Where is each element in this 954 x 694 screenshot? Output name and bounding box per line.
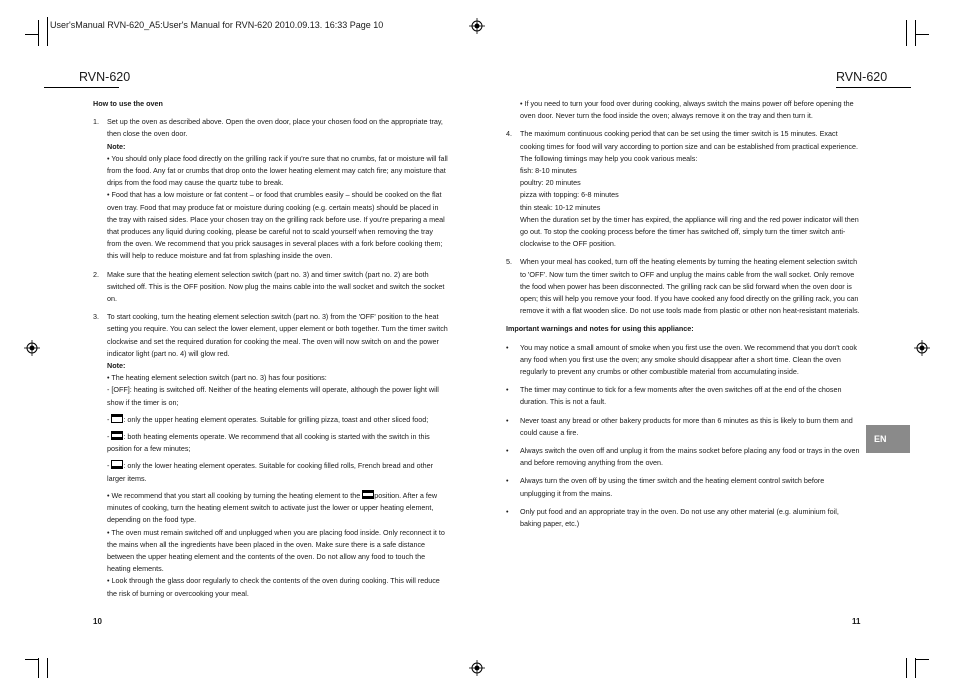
timing-fish: fish: 8-10 minutes bbox=[520, 166, 577, 176]
right-page-number: 11 bbox=[852, 617, 861, 626]
left-header-rule bbox=[44, 87, 119, 88]
step-5-text: When your meal has cooked, turn off the heating elements by turning the heating element selection switch to 'OFF'. Now turn the timer switch to OFF and unplug the mains cable from the wall socket. Only remove the food when power has been disconnected. The grilling rack can be slid forward when the oven door is open; this will help you remove your food. If you have cooked any food directly on the grilling rack, you can remove it with a flat wooden slice. Do not use tools made from plastic or other non heat-resistant materials. bbox=[520, 257, 860, 316]
step-3-bullet-1: • The heating element selection switch (part no. 3) has four positions: bbox=[107, 373, 327, 383]
left-model-header: RVN-620 bbox=[79, 70, 131, 84]
crop-mark bbox=[47, 658, 48, 678]
registration-mark-icon bbox=[24, 340, 40, 356]
warnings-heading: Important warnings and notes for using this appliance: bbox=[506, 324, 694, 334]
step-3: 3. To start cooking, turn the heating element selection switch (part no. 3) from the 'OFF' position to the heat setting you require. You can select the lower element, upper element or both together. Turn the timer switch clockwise and set the required duration for cooking the meal. The oven will now switch on and the power indicator light (part no. 4) will glow red. Note: • The heating element selection switch (part no. 3) has four positions: - [OFF]: heating is switched off. Neither of the heating elements will operate, although the power light will show if the timer is on; - : only the upper heating element operates. Suitable for grilling pizza, toast and other sliced food; - : both heating elements operate. We recommend that all cooking is started with the switch in this position for a few minutes; - : only the lower heating element operates. Suitable for cooking filled rolls, French bread and other larger items. • We recommend that you start all cooking by turning the heating element to the position. After a few minutes of cooking, turn the heating element switch to activate just the lower or upper heating element, depending on the food type. • The oven must remain switched off and unplugged when you are placing food inside. Only reconnect it to the mains when all the ingredients have been placed in the oven. Make sure there is a safe distance between the upper heating element and the contents of the oven. Do not allow any food to touch the heating elements. • Look through the glass door regularly to check the contents of the oven during cooking. This will reduce the risk of burning or overcooking your meal. bbox=[93, 311, 448, 599]
registration-mark-icon bbox=[469, 18, 485, 34]
registration-mark-icon bbox=[469, 660, 485, 676]
step-3-bullet-3: • The oven must remain switched off and unplugged when you are placing food inside. Only reconnect it to the mains when all the ingredients have been placed in the oven. Make sure there is a safe distance between the upper heating element and the contents of the oven. Do not allow any food to touch the heating elements. bbox=[107, 527, 445, 574]
crop-mark bbox=[906, 20, 907, 46]
crop-mark bbox=[25, 659, 39, 660]
registration-mark-icon bbox=[914, 340, 930, 356]
right-column bbox=[506, 98, 861, 530]
right-header-rule bbox=[836, 87, 911, 88]
left-column bbox=[93, 98, 448, 600]
step-1-bullet-1: • You should only place food directly on the grilling rack if you're sure that no crumbs, fat or moisture will fall from the food. Any fat or crumbs that drop onto the lower heating element may catch fire; any moisture that drips from the food may cause the quartz tube to break. bbox=[107, 153, 448, 188]
step-4-end: When the duration set by the timer has expired, the appliance will ring and the red power indicator will then go out. To stop the cooking process before the timer has switched off, simply turn the timer switch anti-clockwise to the OFF position. bbox=[520, 214, 859, 249]
crop-mark bbox=[25, 34, 39, 35]
timing-poultry: poultry: 20 minutes bbox=[520, 178, 581, 188]
crop-mark bbox=[38, 20, 39, 46]
step-3-upper-position: - : only the upper heating element operates. Suitable for grilling pizza, toast and other sliced food; bbox=[107, 414, 429, 424]
warning-item: • You may notice a small amount of smoke when you first use the oven. We recommend that you don't cook any food when you first use the oven; any smoke should disappear after a short time. Clean the oven regularly to prevent any crumbs or other combustible material from accumulating inside. bbox=[506, 342, 857, 377]
step-3-off-position: - [OFF]: heating is switched off. Neither of the heating elements will operate, although the power light will show if the timer is on; bbox=[107, 385, 439, 407]
continued-bullet: • If you need to turn your food over during cooking, always switch the mains power off before opening the oven door. Never turn the food inside the oven; always remove it on the tray and then turn it. bbox=[520, 99, 854, 121]
step-3-text: To start cooking, turn the heating element selection switch (part no. 3) from the 'OFF' position to the heat setting you require. You can select the lower element, upper element or both together. Turn the timer switch clockwise and set the required duration for cooking the meal. The oven will now switch on and the power indicator light (part no. 4) will glow red. bbox=[107, 312, 448, 358]
warning-item: • Only put food and an appropriate tray in the oven. Do not use any other material (e.g. aluminium foil, baking paper, etc.) bbox=[506, 506, 839, 529]
right-model-header: RVN-620 bbox=[836, 70, 888, 84]
slug-line: User'sManual RVN-620_A5:User's Manual for RVN-620 2010.09.13. 16:33 Page 10 bbox=[50, 20, 384, 30]
step-1-bullet-2: • Food that has a low moisture or fat content – or food that crumbles easily – should be cooked on the flat oven tray. Food that may produce fat or moisture during cooking (e.g. certain meats) should be placed in the tray with raised sides. Place your chosen tray on the grilling rack before use. If you're preparing a meal that produces any liquid during cooking, please be careful not to scald yourself when removing the tray from the oven. We recommend that you prick sausages in several places with a fork before cooking them; this will help to reduce moisture and fat from splashing inside the oven. bbox=[107, 190, 445, 261]
step-4: 4. The maximum continuous cooking period that can be set using the timer switch is 15 minutes. Exact cooking times for food will vary according to portion size and can be established from practical experience. The following timings may help you cook various meals: fish: 8-10 minutes poultry: 20 minutes pizza with topping: 6-8 minutes thin steak: 10-12 minutes When the duration set by the timer has expired, the appliance will ring and the red power indicator will then go out. To stop the cooking process before the timer has switched off, simply turn the timer switch anti-clockwise to the OFF position. bbox=[506, 128, 861, 250]
step-3-bullet-4: • Look through the glass door regularly to check the contents of the oven during cooking. This will reduce the risk of burning or overcooking your meal. bbox=[107, 576, 440, 598]
left-page-number: 10 bbox=[93, 617, 102, 626]
step-1-note: Note: bbox=[107, 141, 126, 151]
both-elements-icon bbox=[111, 431, 123, 440]
step-2: 2. Make sure that the heating element selection switch (part no. 3) and timer switch (part no. 2) are both switched off. This is the OFF position. Now plug the mains cable into the wall socket and switch the socket on. bbox=[93, 269, 448, 306]
step-3-bullet-2: • We recommend that you start all cooking by turning the heating element to the position. After a few minutes of cooking, turn the heating element switch to activate just the lower or upper heating element, depending on the food type. bbox=[107, 490, 438, 525]
step-1: 1. Set up the oven as described above. Open the oven door, place your chosen food on the appropriate tray, then close the oven door. Note: • You should only place food directly on the grilling rack if you're sure that no crumbs, fat or moisture will fall from the food. Any fat or crumbs that drop onto the lower heating element may catch fire; any moisture that drips from the food may cause the quartz tube to break. • Food that has a low moisture or fat content – or food that crumbles easily – should be cooked on the flat oven tray. Food that may produce fat or moisture during cooking (e.g. certain meats) should be placed in the tray with raised sides. Place your chosen tray on the grilling rack before use. If you're preparing a meal that produces any liquid during cooking, please be careful not to scald yourself when removing the tray from the oven. We recommend that you prick sausages in several places with a fork before cooking them; this will help to reduce moisture and fat from splashing inside the oven. bbox=[93, 116, 448, 262]
step-2-text: Make sure that the heating element selection switch (part no. 3) and timer switch (part no. 2) are both switched off. This is the OFF position. Now plug the mains cable into the wall socket and switch the socket on. bbox=[107, 269, 445, 304]
warning-item: • Never toast any bread or other bakery products for more than 6 minutes as this is likely to burn them and could cause a fire. bbox=[506, 415, 853, 437]
crop-mark bbox=[915, 20, 916, 46]
crop-mark bbox=[915, 659, 929, 660]
upper-element-icon bbox=[111, 414, 123, 423]
crop-mark bbox=[915, 658, 916, 678]
step-4-text: The maximum continuous cooking period that can be set using the timer switch is 15 minutes. Exact cooking times for food will vary according to portion size and can be established from practical experience. The following timings may help you cook various meals: bbox=[520, 129, 858, 163]
timing-steak: thin steak: 10-12 minutes bbox=[520, 202, 601, 212]
lower-element-icon bbox=[111, 460, 123, 469]
step-1-text: Set up the oven as described above. Open the oven door, place your chosen food on the appropriate tray, then close the oven door. bbox=[107, 117, 443, 139]
step-3-note: Note: bbox=[107, 361, 126, 371]
warning-item: • Always turn the oven off by using the timer switch and the heating element control switch before unplugging it from the mains. bbox=[506, 476, 825, 498]
crop-mark bbox=[906, 658, 907, 678]
warning-item: • Always switch the oven off and unplug it from the mains socket before placing any food or trays in the oven and before removing anything from the oven. bbox=[506, 446, 860, 468]
step-3-lower-position: - : only the lower heating element operates. Suitable for cooking filled rolls, French bread and other larger items. bbox=[107, 461, 434, 483]
section-heading: How to use the oven bbox=[93, 99, 163, 108]
language-tab: EN bbox=[866, 425, 910, 453]
both-elements-icon bbox=[362, 490, 374, 499]
timing-pizza: pizza with topping: 6-8 minutes bbox=[520, 190, 619, 200]
crop-mark bbox=[915, 34, 929, 35]
warning-item: • The timer may continue to tick for a few moments after the oven switches off at the end of the chosen duration. This is not a fault. bbox=[506, 385, 842, 407]
step-3-both-position: - : both heating elements operate. We recommend that all cooking is started with the switch in this position for a few minutes; bbox=[107, 432, 430, 454]
crop-mark bbox=[38, 658, 39, 678]
step-5: 5. When your meal has cooked, turn off the heating elements by turning the heating element selection switch to 'OFF'. Now turn the timer switch to OFF and unplug the mains cable from the wall socket. Only remove the food when power has been disconnected. The grilling rack can be slid forward when the oven door is open; this will help you remove your food. If you have cooked any food directly on the grilling rack, you can remove it with a flat wooden slice. Do not use tools made from plastic or other non heat-resistant materials. bbox=[506, 256, 861, 317]
